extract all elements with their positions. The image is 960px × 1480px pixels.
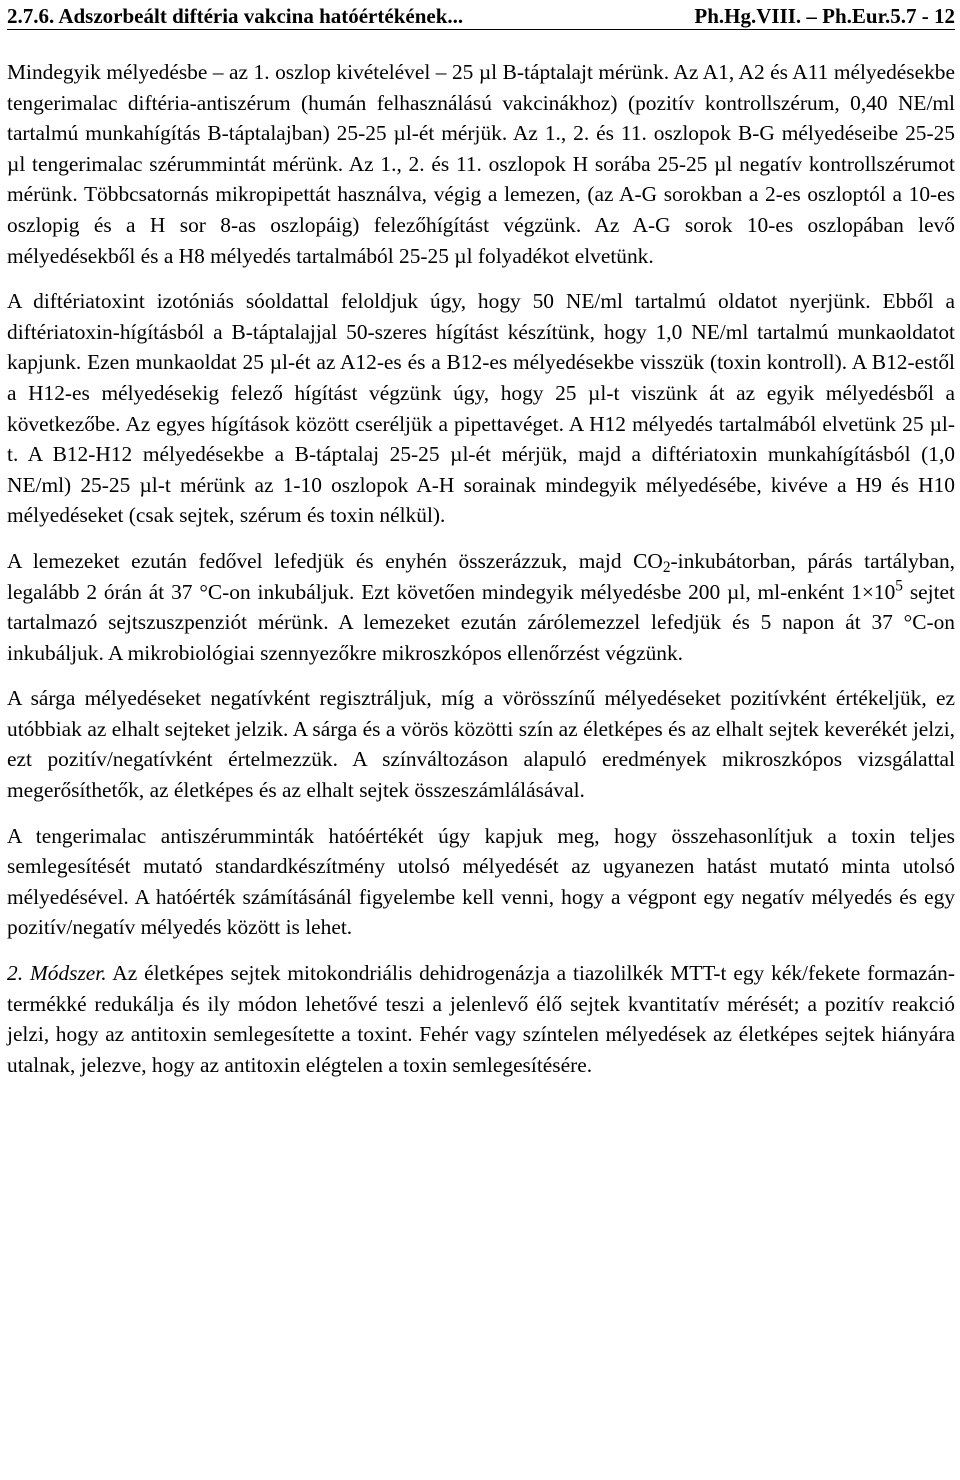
paragraph-method-2 xyxy=(7,958,955,1080)
method-2-heading: 2. Módszer. xyxy=(7,961,107,986)
header-reference: Ph.Hg.VIII. – Ph.Eur.5.7 - 12 xyxy=(694,4,955,28)
paragraph-evaluation: A sárga mélyedéseket negatívként regisztráljuk, míg a vörösszínű mélyedéseket pozitívként értékeljük, ez utóbbiak az elhalt sejteket jelzik. A sárga és a vörös közötti szín az életképes és az elhalt sejtek keverékét jelzi, ezt pozitív/negatívként értelmezzük. A színváltozáson alapuló eredmények mikroszkópos vizsgálattal megerősíthetők, az életképes és az elhalt sejtek összeszámlálásával. xyxy=(7,686,955,803)
document-page xyxy=(7,0,955,1080)
header-title: 2.7.6. Adszorbeált diftéria vakcina hatóértékének... xyxy=(7,4,464,28)
exponent-superscript: 5 xyxy=(895,577,903,595)
paragraph-incubation xyxy=(7,546,955,668)
paragraph-potency: A tengerimalac antiszérumminták hatóértékét úgy kapjuk meg, hogy összehasonlítjuk a toxin teljes semlegesítését mutató standardkészítmény utolsó mélyedését az ugyanezen hatást mutató minta utolsó mélyedésével. A hatóérték számításánál figyelembe kell venni, hogy a végpont egy negatív mélyedés és egy pozitív/negatív mélyedés között is lehet. xyxy=(7,823,955,940)
document-body xyxy=(7,57,955,1080)
paragraph-toxin-dilution: A diftériatoxint izotóniás sóoldattal feloldjuk úgy, hogy 50 NE/ml tartalmú oldatot nyerjünk. Ebből a diftériatoxin-hígításból a B-táptalajjal 50-szeres hígítást készítünk, hogy 1,0 NE/ml tartalmú munkaoldatot kapjunk. Ezen munkaoldat 25 µl-ét az A12-es és a B12-es mélyedésekbe visszük (toxin kontroll). A B12-estől a H12-es mélyedésekig felező hígítást végzünk úgy, hogy 25 µl-t viszünk át az egyik mélyedésből a következőbe. Az egyes hígítások között cseréljük a pipettavéget. A H12 mélyedés tartalmából elvetünk 25 µl-t. A B12-H12 mélyedésekbe a B-táptalaj 25-25 µl-ét mérjük, majd a diftériatoxin munkahígításból (1,0 NE/ml) 25-25 µl-t mérünk az 1-10 oszlopok A-H sorainak mindegyik mélyedésébe, kivéve a H9 és H10 mélyedéseket (csak sejtek, szérum és toxin nélkül). xyxy=(7,289,955,528)
method-2-text: Az életképes sejtek mitokondriális dehidrogenázja a tiazolilkék MTT-t egy kék/fekete formazán-termékké redukálja és ily módon lehetővé teszi a jelenlevő élő sejtek kvantitatív mérését; a pozitív reakció jelzi, hogy az antitoxin semlegesítette a toxint. Fehér vagy színtelen mélyedések az életképes sejtek hiányára utalnak, jelezve, hogy az antitoxin elégtelen a toxin semlegesítésére. xyxy=(7,961,955,1077)
paragraph-plate-preparation: Mindegyik mélyedésbe – az 1. oszlop kivételével – 25 µl B-táptalajt mérünk. Az A1, A2 és A11 mélyedésekbe tengerimalac diftéria-antiszérum (humán felhasználású vakcinákhoz) (pozitív kontrollszérum, 0,40 NE/ml tartalmú munkahígítás B-táptalajban) 25-25 µl-ét mérjük. Az 1., 2. és 11. oszlopok B-G mélyedéseibe 25-25 µl tengerimalac szérummintát mérünk. Az 1., 2. és 11. oszlopok H sorába 25-25 µl negatív kontrollszérumot mérünk. Többcsatornás mikropipettát használva, végig a lemezen, (az A-G sorokban a 2-es oszloptól a 10-es oszlopig és a H sor 8-as oszlopáig) felezőhígítást végzünk. Az A-G sorok 10-es oszlopában levő mélyedésekből és a H8 mélyedés tartalmából 25-25 µl folyadékot elvetünk. xyxy=(7,60,955,268)
co2-subscript: 2 xyxy=(662,558,671,576)
incubation-text-mid: -inkubátorban, párás tartályban, legalább 2 órán át 37 °C-on inkubáljuk. Ezt követően mindegyik mélyedésbe 200 µl, ml-enként 1×10 xyxy=(7,548,955,604)
incubation-text-before: A lemezeket ezután fedővel lefedjük és enyhén összerázzuk, majd CO xyxy=(7,548,663,573)
running-header xyxy=(7,0,955,30)
incubation-text-after: sejtet tartalmazó sejtszuszpenziót mérünk. A lemezeket ezután zárólemezzel lefedjük és 5 napon át 37 °C-on inkubáljuk. A mikrobiológiai szennyezőkre mikroszkópos ellenőrzést végzünk. xyxy=(7,579,955,665)
